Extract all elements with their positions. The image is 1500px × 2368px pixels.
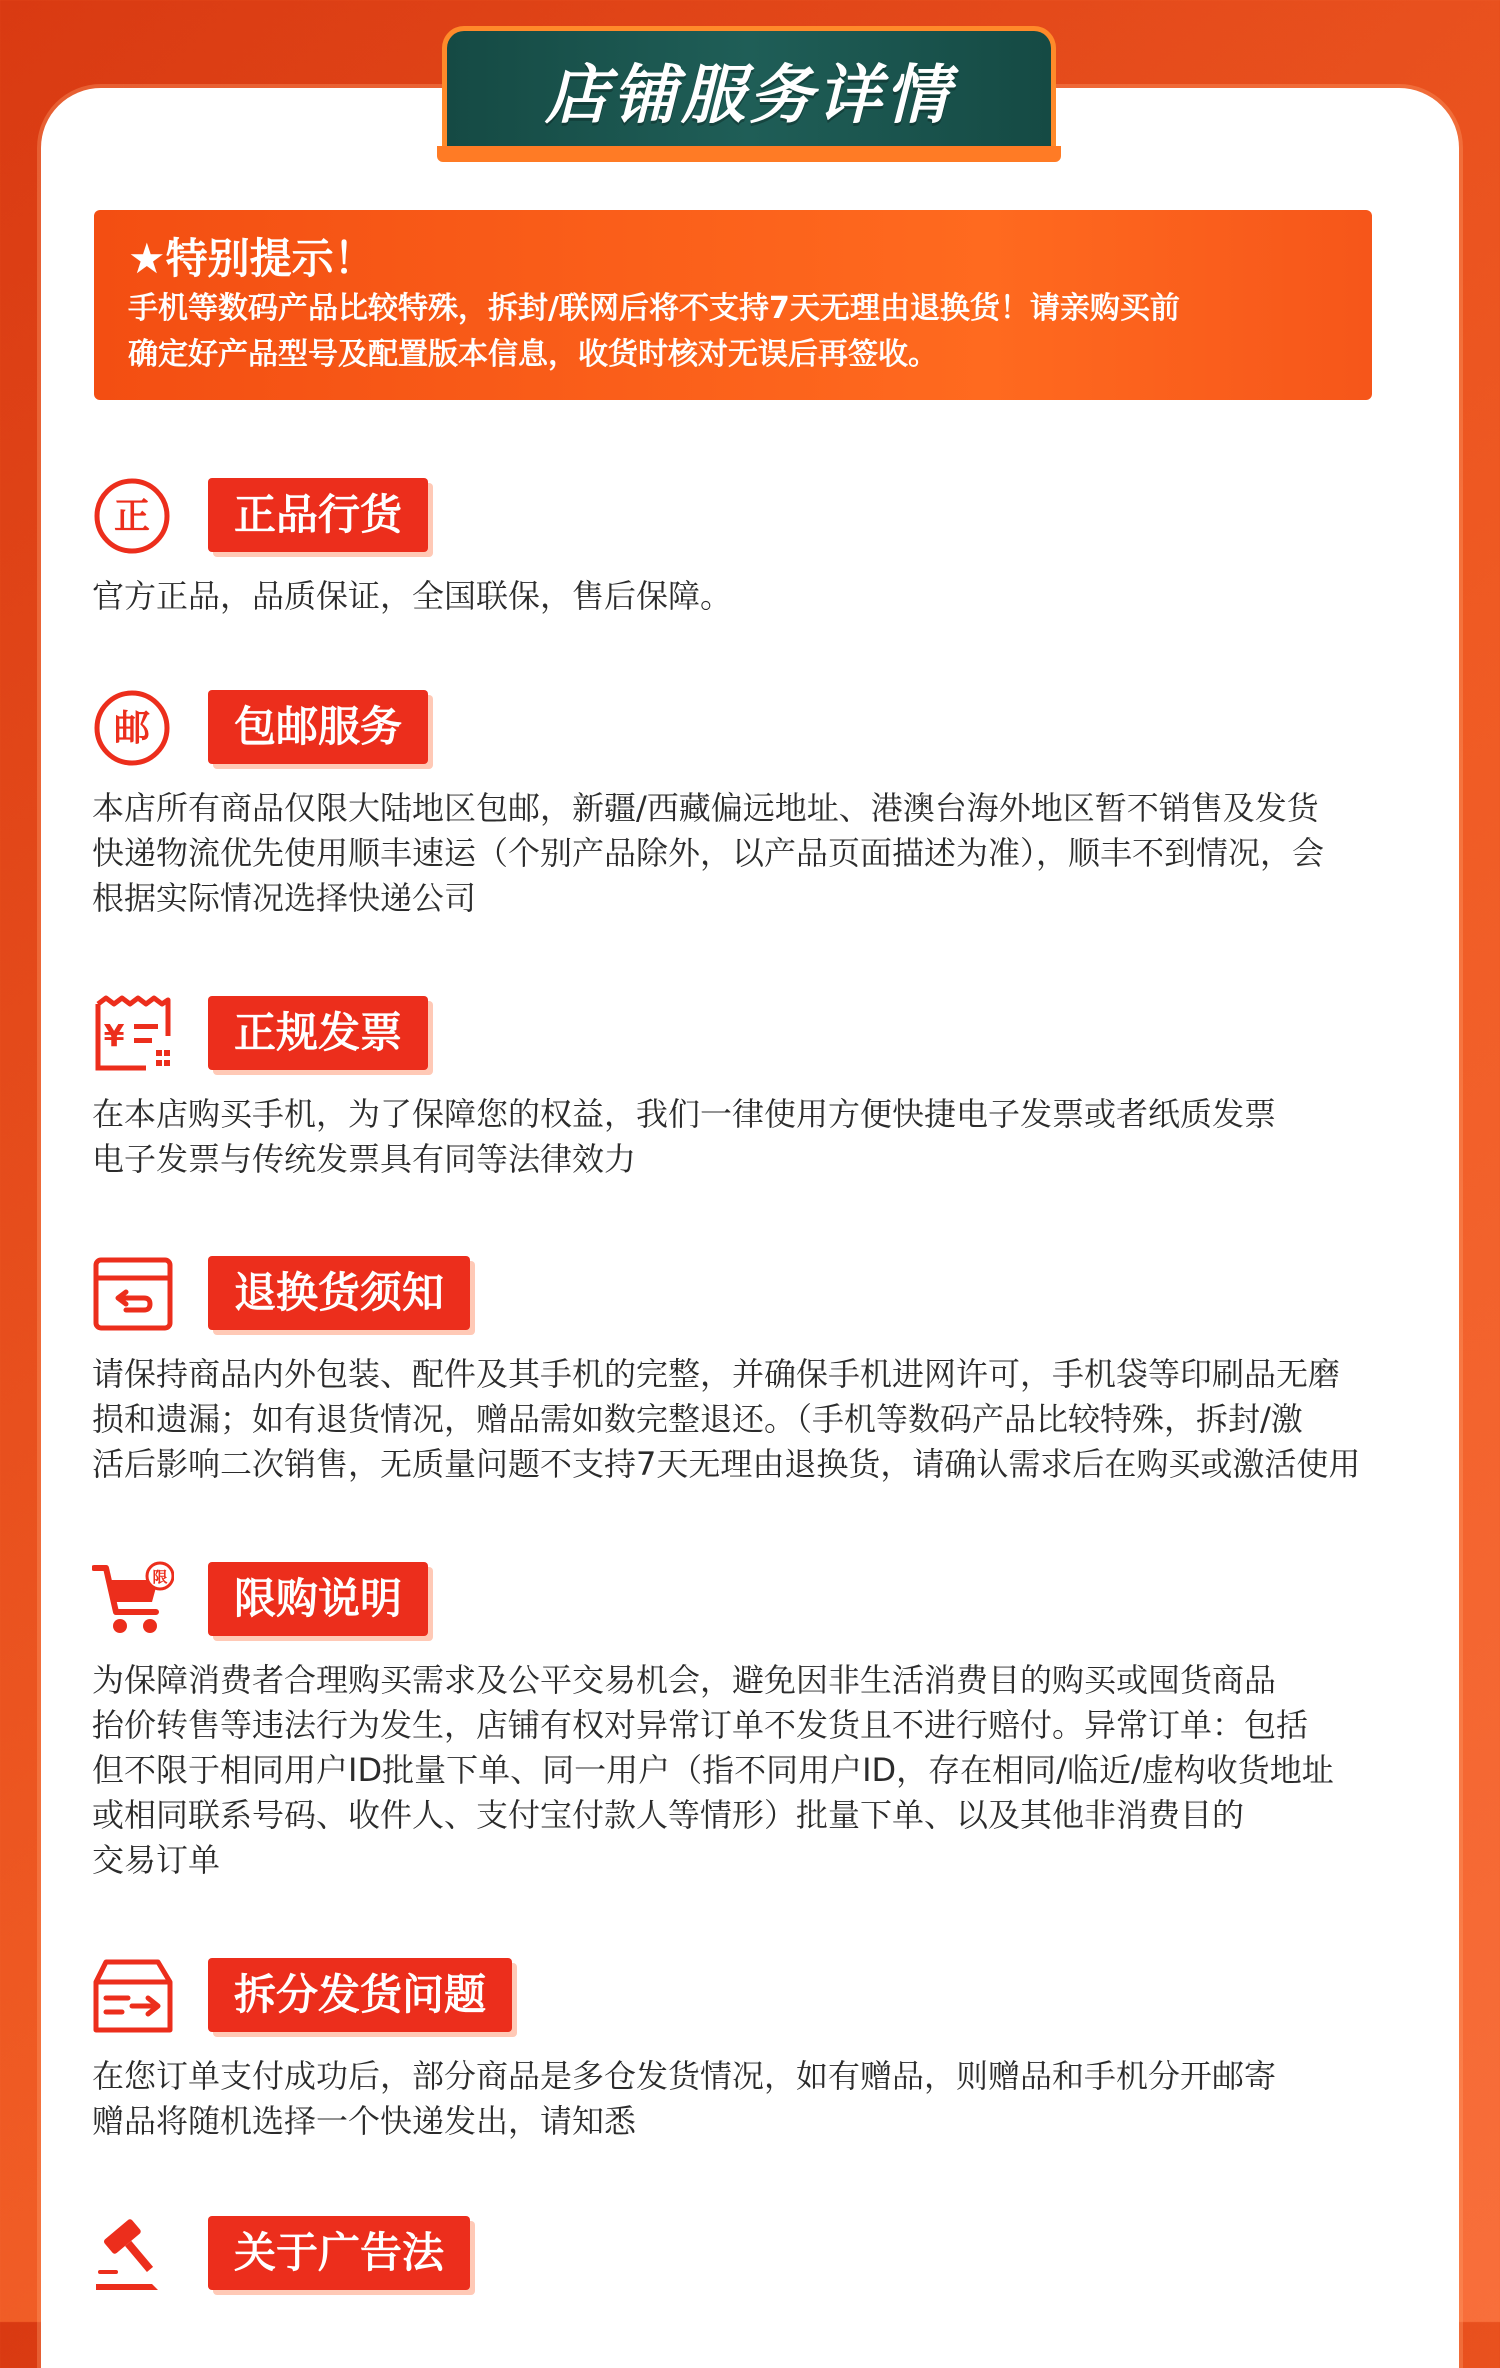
zheng-circle-icon — [92, 476, 174, 556]
section-purchase-limit — [92, 1560, 1432, 1883]
section-split-shipping — [92, 1956, 1432, 2144]
svg-text:限: 限 — [152, 1568, 168, 1586]
section-text: 为保障消费者合理购买需求及公平交易机会，避免因非生活消费目的购买或囤货商品 抬价转售等违法行为发生，店铺有权对异常订单不发货且不进行赔付。异常订单：包括 但不限于相同用户ID批量下单、同一用户（指不同用户ID，存在相同/临近/虚构收货地址 或相同联系号码、收件人、支付宝付款人等情形）批量下单、以及其他非消费目的 交易订单 — [92, 1661, 1334, 1879]
svg-text:正: 正 — [113, 496, 151, 537]
invoice-icon — [92, 994, 174, 1074]
section-text: 在您订单支付成功后，部分商品是多仓发货情况，如有赠品，则赠品和手机分开邮寄 赠品将随机选择一个快递发出，请知悉 — [92, 2057, 1277, 2140]
section-free-shipping — [92, 688, 1432, 921]
special-notice — [94, 210, 1372, 400]
header-tab — [442, 26, 1056, 148]
section-badge: 限购说明 — [208, 1562, 428, 1636]
section-badge: 正规发票 — [208, 996, 428, 1070]
section-genuine — [92, 476, 1432, 619]
section-badge: 拆分发货问题 — [208, 1958, 512, 2032]
section-advertising-law — [92, 2214, 1432, 2294]
split-shipping-icon — [92, 1956, 174, 2036]
section-invoice — [92, 994, 1432, 1182]
svg-text:¥: ¥ — [103, 1019, 125, 1054]
section-text: 本店所有商品仅限大陆地区包邮，新疆/西藏偏远地址、港澳台海外地区暂不销售及发货 快递物流优先使用顺丰速运（个别产品除外，以产品页面描述为准），顺丰不到情况，会 根据实际情况选择快递公司 — [92, 789, 1325, 917]
cart-limit-icon — [92, 1560, 174, 1640]
svg-text:邮: 邮 — [113, 708, 151, 749]
section-badge: 包邮服务 — [208, 690, 428, 764]
notice-line: 确定好产品型号及配置版本信息，收货时核对无误后再签收。 — [128, 337, 938, 372]
gavel-icon — [92, 2214, 174, 2294]
section-returns — [92, 1254, 1432, 1487]
section-text: 在本店购买手机，为了保障您的权益，我们一律使用方便快捷电子发票或者纸质发票 电子发票与传统发票具有同等法律效力 — [92, 1095, 1277, 1178]
notice-title: ★特别提示！ — [128, 234, 376, 283]
you-circle-icon — [92, 688, 174, 768]
section-badge: 退换货须知 — [208, 1256, 470, 1330]
section-badge: 关于广告法 — [208, 2216, 470, 2290]
return-box-icon — [92, 1254, 174, 1334]
page-title: 店铺服务详情 — [545, 58, 953, 133]
section-badge: 正品行货 — [208, 478, 428, 552]
notice-line: 手机等数码产品比较特殊，拆封/联网后将不支持7天无理由退换货！请亲购买前 — [128, 291, 1180, 326]
section-text: 官方正品，品质保证，全国联保，售后保障。 — [92, 577, 733, 615]
section-text: 请保持商品内外包装、配件及其手机的完整，并确保手机进网许可，手机袋等印刷品无磨 损和遗漏；如有退货情况，赠品需如数完整退还。（手机等数码产品比较特殊，拆封/激 活后影响二次销售，无质量问题不支持7天无理由退换货，请确认需求后在购买或激活使用 — [92, 1355, 1361, 1483]
